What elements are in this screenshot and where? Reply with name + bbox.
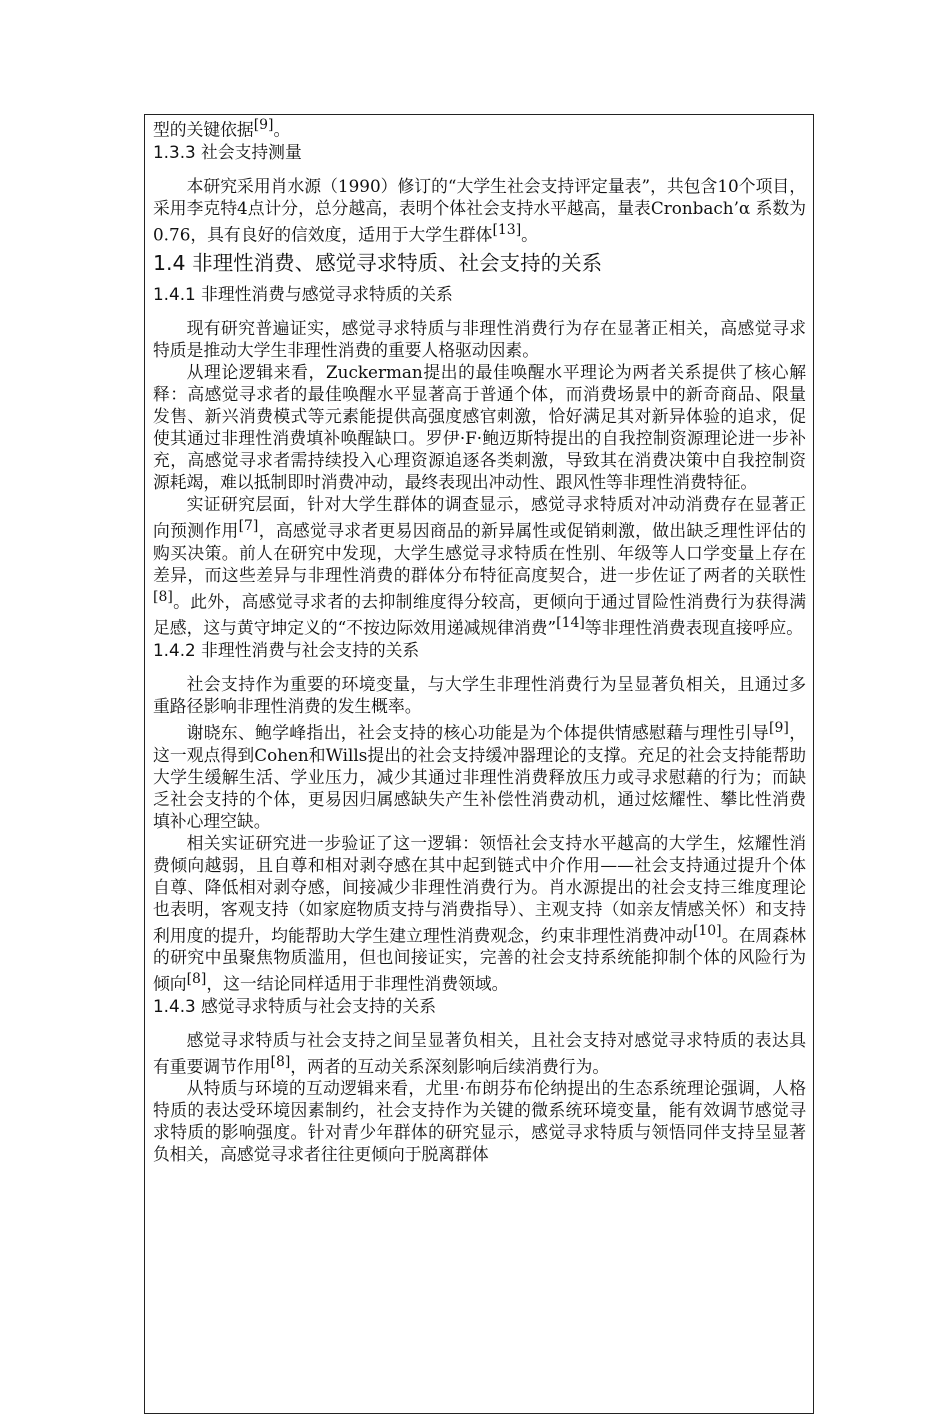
citation-ref: [8] bbox=[270, 1053, 291, 1070]
text-run: ，这一观点得到Cohen和Wills提出的社会支持缓冲器理论的支撑。充足的社会支持能帮助大学生缓解生活、学业压力，减少其通过非理性消费释放压力或寻求慰藉的行为；而缺乏社会支持的个体，更易因归属感缺失产生补偿性消费动机，通过炫耀性、攀比性消费填补心理空缺。 bbox=[153, 722, 806, 831]
text-run: 。在周森林的研究中虽聚焦物质滥用，但也间接证实，完善的社会支持系统能抑制个体的风险行为倾向 bbox=[153, 925, 806, 994]
citation-ref: [14] bbox=[556, 615, 585, 632]
spacer bbox=[153, 1017, 806, 1029]
text-run: 型的关键依据 bbox=[153, 119, 254, 140]
subsection-heading: 1.4.1 非理性消费与感觉寻求特质的关系 bbox=[153, 284, 453, 305]
citation-ref: [7] bbox=[238, 518, 259, 535]
paragraph bbox=[153, 361, 806, 493]
document-body bbox=[153, 114, 806, 1165]
spacer bbox=[153, 163, 806, 175]
subsection-heading: 1.4.3 感觉寻求特质与社会支持的关系 bbox=[153, 995, 436, 1016]
citation-ref: [8] bbox=[186, 971, 207, 988]
text-run: 社会支持作为重要的环境变量，与大学生非理性消费行为呈显著负相关，且通过多重路径影响非理性消费的发生概率。 bbox=[153, 673, 806, 716]
text-run: 谢晓东、鲍学峰指出，社会支持的核心功能是为个体提供情感慰藉与理性引导 bbox=[186, 722, 770, 743]
paragraph bbox=[153, 493, 806, 639]
paragraph bbox=[153, 317, 806, 361]
citation-ref: [8] bbox=[153, 588, 173, 605]
paragraph bbox=[153, 673, 806, 717]
text-run: 本研究采用肖水源（1990）修订的“大学生社会支持评定量表”，共包含10个项目，采用李克特4点计分，总分越高，表明个体社会支持水平越高，量表Cronbach’α 系数为0.76，具有良好的信效度，适用于大学生群体 bbox=[153, 175, 806, 245]
text-run: 。此外，高感觉寻求者的去抑制维度得分较高，更倾向于通过冒险性消费行为获得满足感，这与黄守坤定义的“不按边际效用递减规律消费” bbox=[153, 591, 806, 638]
paragraph bbox=[153, 717, 806, 832]
text-run: ，两者的互动关系深刻影响后续消费行为。 bbox=[290, 1056, 610, 1077]
text-run: 等非理性消费表现直接呼应。 bbox=[584, 617, 804, 638]
text-run: ，这一结论同样适用于非理性消费领域。 bbox=[206, 973, 509, 994]
spacer bbox=[153, 661, 806, 673]
text-run: 现有研究普遍证实，感觉寻求特质与非理性消费行为存在显著正相关，高感觉寻求特质是推动大学生非理性消费的重要人格驱动因素。 bbox=[153, 318, 806, 361]
text-run: 实证研究层面，针对大学生群体的调查显示，感觉寻求特质对冲动消费存在显著正向预测作用 bbox=[153, 494, 806, 541]
spacer bbox=[153, 305, 806, 317]
subsection-heading: 1.3.3 社会支持测量 bbox=[153, 141, 302, 162]
text-run: 相关实证研究进一步验证了这一逻辑：领悟社会支持水平越高的大学生，炫耀性消费倾向越弱，且自尊和相对剥夺感在其中起到链式中介作用——社会支持通过提升个体自尊、降低相对剥夺感，间接减少非理性消费行为。肖水源提出的社会支持三维度理论也表明，客观支持（如家庭物质支持与消费指导）、主观支持（如亲友情感关怀）和支持利用度的提升，均能帮助大学生建立理性消费观念，约束非理性消费冲动 bbox=[153, 832, 806, 946]
paragraph bbox=[153, 1077, 806, 1165]
text-run: 。 bbox=[521, 224, 538, 245]
paragraph bbox=[153, 114, 806, 141]
text-run: 从理论逻辑来看，Zuckerman提出的最佳唤醒水平理论为两者关系提供了核心解释：高感觉寻求者的最佳唤醒水平显著高于普通个体，而消费场景中的新奇商品、限量发售、新兴消费模式等元素能提供高强度感官刺激，恰好满足其对新异体验的追求，促使其通过非理性消费填补唤醒缺口。罗伊·F·鲍迈斯特提出的自我控制资源理论进一步补充，高感觉寻求者需持续投入心理资源追逐各类刺激，导致其在消费决策中自我控制资源耗竭，难以抵制即时消费冲动，最终表现出冲动性、跟风性等非理性消费特征。 bbox=[153, 362, 806, 493]
section-heading: 1.4 非理性消费、感觉寻求特质、社会支持的关系 bbox=[153, 251, 603, 276]
citation-ref: [13] bbox=[492, 221, 522, 238]
text-run: 感觉寻求特质与社会支持之间呈显著负相关，且社会支持对感觉寻求特质的表达具有重要调节作用 bbox=[153, 1029, 806, 1077]
citation-ref: [9] bbox=[769, 719, 789, 736]
citation-ref: [9] bbox=[253, 117, 274, 133]
paragraph bbox=[153, 1029, 806, 1078]
paragraph bbox=[153, 175, 806, 246]
text-run: 。 bbox=[273, 119, 291, 140]
paragraph bbox=[153, 832, 806, 995]
citation-ref: [10] bbox=[692, 922, 722, 939]
subsection-heading: 1.4.2 非理性消费与社会支持的关系 bbox=[153, 639, 420, 660]
text-run: ，高感觉寻求者更易因商品的新异属性或促销刺激，做出缺乏理性评估的购买决策。前人在研究中发现，大学生感觉寻求特质在性别、年级等人口学变量上存在差异，而这些差异与非理性消费的群体分布特征高度契合，进一步佐证了两者的关联性 bbox=[153, 520, 806, 585]
text-run: 从特质与环境的互动逻辑来看，尤里·布朗芬布伦纳提出的生态系统理论强调，人格特质的表达受环境因素制约，社会支持作为关键的微系统环境变量，能有效调节感觉寻求特质的影响强度。针对青少年群体的研究显示，感觉寻求特质与领悟同伴支持呈显著负相关，高感觉寻求者往往更倾向于脱离群体 bbox=[153, 1078, 806, 1165]
